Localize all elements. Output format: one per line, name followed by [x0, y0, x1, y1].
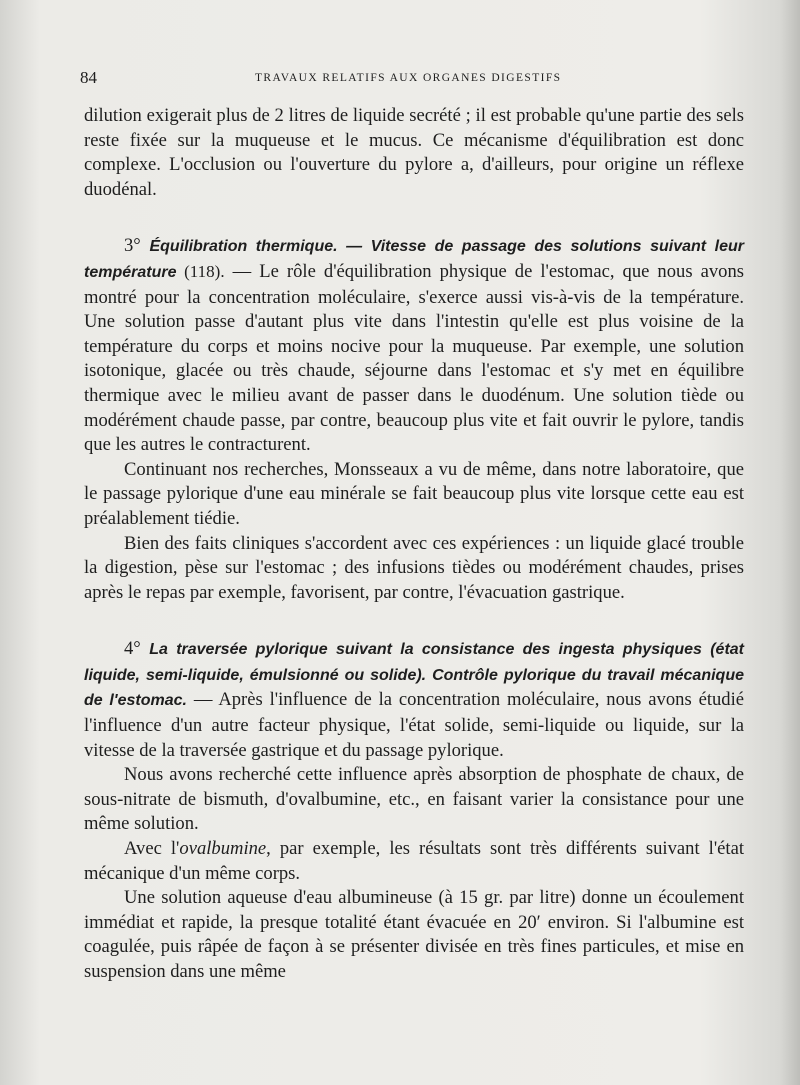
section-gap [84, 605, 744, 637]
page-header [80, 68, 740, 92]
paragraph-ovalbumine-rest: , par exemple, les résultats sont très différents suivant l'état mécanique d'un même corps. [84, 838, 745, 884]
running-title: TRAVAUX RELATIFS AUX ORGANES DIGESTIFS [255, 72, 562, 84]
section-3-heading: Équilibration thermique. — Vitesse de passage des solutions suivant leur température [84, 238, 744, 281]
section-4-text: — Après l'influence de la concentration moléculaire, nous avons étudié l'influence d'un autre facteur physique, l'état solide, semi-liquide ou liquide, sur la vitesse de la traversée gastrique et du passage pylorique. [84, 689, 744, 761]
section-4-number: 4° [124, 638, 141, 660]
section-3-text: — Le rôle d'équilibration physique de l'estomac, que nous avons montré pour la concentration moléculaire, s'exerce aussi vis-à-vis de la température. Une solution passe d'autant plus vite dans l'intestin qu'elle est plus voisine de la température du corps et moins nocive pour la muqueuse. Par exemple, une solution isotonique, glacée ou très chaude, séjourne dans l'estomac et s'y met en équilibre thermique avec le milieu avant de passer dans le duodénum. Une solution tiède ou modérément chaude passe, par contre, beaucoup plus vite et fait ouvrir le pylore, tandis que les autres le contracturent. [84, 260, 744, 456]
section-3-reference: (118). [176, 261, 225, 281]
paragraph-ovalbumine [84, 837, 744, 886]
paragraph-monsseaux: Continuant nos recherches, Monsseaux a vu de même, dans notre laboratoire, que le passage pylorique d'une eau minérale se fait beaucoup plus vite lorsque cette eau est préalablement tiédie. [84, 458, 744, 529]
paragraph-albumin-solution: Une solution aqueuse d'eau albumineuse (à 15 gr. par litre) donne un écoulement immédiat et rapide, la presque totalité étant évacuée en 20′ environ. Si l'albumine est coagulée, puis râpée de façon à se présenter divisée en très fines particules, et mise en suspension dans une même [84, 887, 744, 982]
ovalbumine-term: ovalbumine [179, 838, 267, 860]
page-body [84, 104, 744, 985]
section-4-heading: La traversée pylorique suivant la consistance des ingesta physiques (état liquide, semi-liquide, émulsionné ou solide). Contrôle pylorique du travail mécanique de l'estomac. [84, 641, 745, 710]
paragraph-clinical-facts: Bien des faits cliniques s'accordent avec ces expériences : un liquide glacé trouble la digestion, pèse sur l'estomac ; des infusions tièdes ou modérément chaudes, prises après le repas par exemple, favorisent, par contre, l'évacuation gastrique. [84, 532, 744, 603]
paragraph-ovalbumine-lead: Avec l' [124, 838, 180, 860]
paragraph-continuation: dilution exigerait plus de 2 litres de liquide secrété ; il est probable qu'une partie des sels reste fixée sur la muqueuse et le mucus. Ce mécanisme d'équilibration est donc complexe. L'occlusion ou l'ouverture du pylore a, d'ailleurs, pour origine un réflexe duodénal. [84, 105, 744, 200]
section-3-paragraph [84, 234, 744, 457]
section-3-number: 3° [124, 235, 141, 257]
section-gap [84, 202, 744, 234]
paragraph-research: Nous avons recherché cette influence après absorption de phosphate de chaux, de sous-nitrate de bismuth, d'ovalbumine, etc., en faisant varier la consistance pour une même solution. [84, 764, 744, 835]
page-number: 84 [80, 68, 97, 87]
section-4-paragraph [84, 637, 744, 763]
